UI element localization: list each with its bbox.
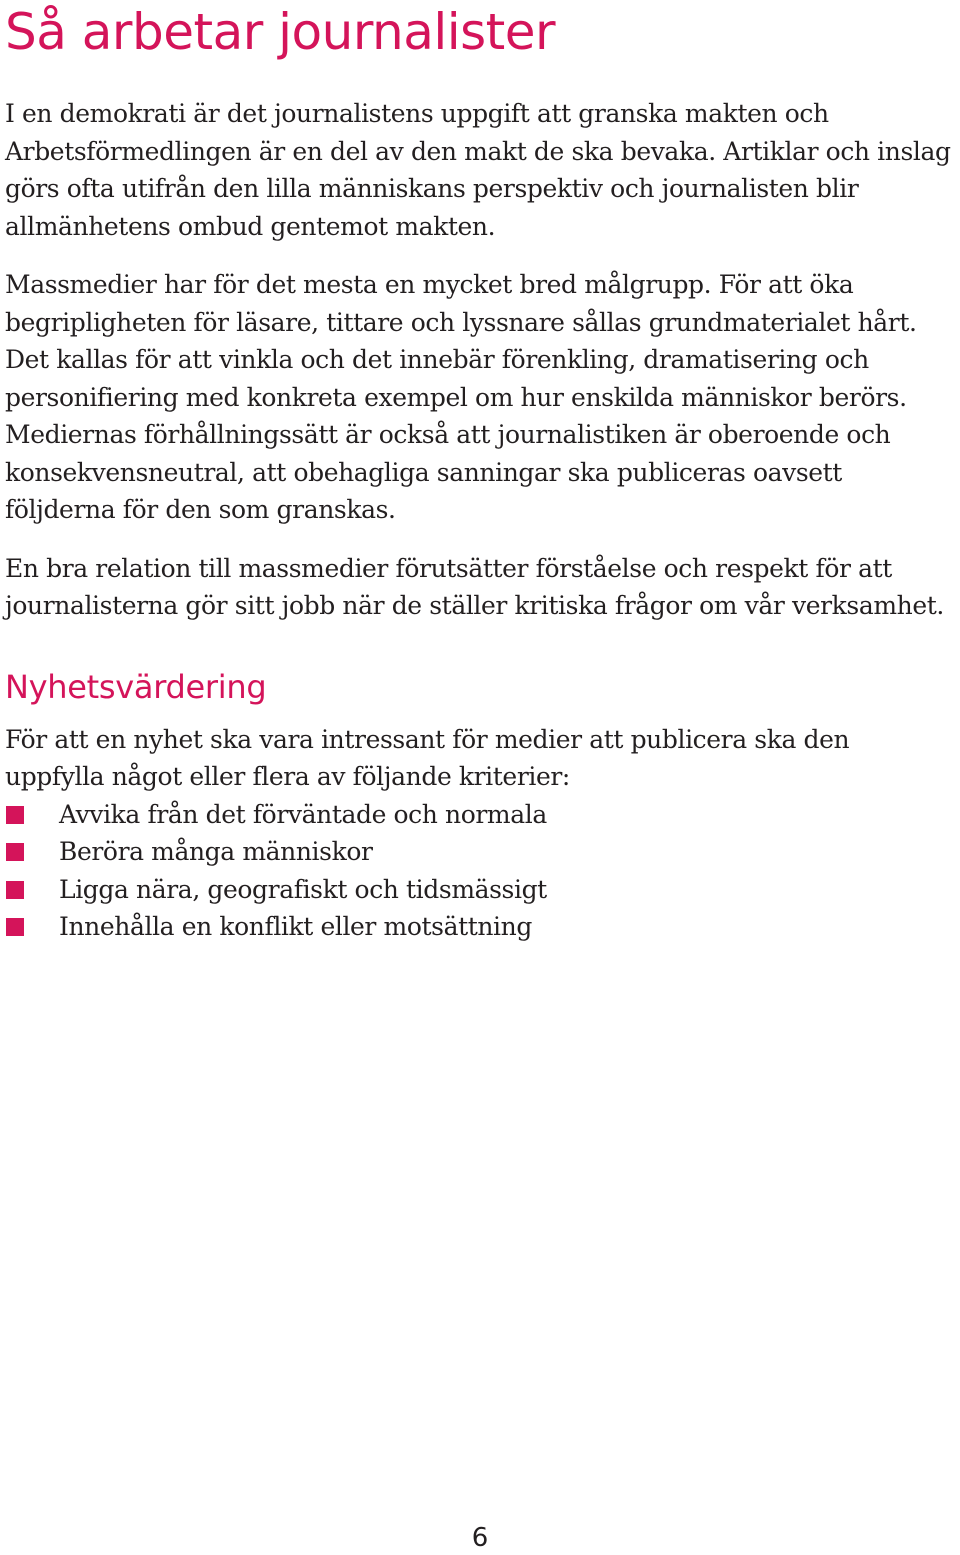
- square-bullet-icon: [6, 806, 24, 824]
- list-item: [5, 796, 955, 834]
- page-number: 6: [471, 1523, 489, 1553]
- square-bullet-icon: [6, 843, 24, 861]
- document-page: [5, 0, 955, 946]
- list-item-text: Ligga nära, geografiskt och tidsmässigt: [59, 874, 547, 904]
- square-bullet-icon: [6, 881, 24, 899]
- list-item-text: Beröra många människor: [59, 837, 373, 866]
- square-bullet-icon: [6, 918, 24, 936]
- list-item: [5, 833, 955, 871]
- list-item: [5, 908, 955, 946]
- section-intro: För att en nyhet ska vara intressant för medier att publicera ska den uppfylla något eller flera av följande kriterier:: [5, 724, 850, 791]
- list-item-text: Avvika från det förväntade och normala: [59, 799, 547, 829]
- list-item: [5, 871, 955, 909]
- paragraph-mass-media: Massmedier har för det mesta en mycket bred målgrupp. För att öka begripligheten för läsare, tittare och lyssnare sållas grundmaterialet hårt. Det kallas för att vinkla och det innebär förenkling, dramatisering och personifiering med konkreta exempel om hur enskilda människor berörs. Mediernas förhållningssätt är också att journalistiken är oberoende och konsekvensneutral, att obehagliga sanningar ska publiceras oavsett följderna för den som granskas.: [5, 270, 917, 524]
- list-item-text: Innehålla en konflikt eller motsättning: [59, 912, 532, 941]
- page-title: Så arbetar journalister: [5, 3, 556, 61]
- paragraph-democracy: I en demokrati är det journalistens uppgift att granska makten och Arbetsförmedlingen är en del av den makt de ska bevaka. Artiklar och inslag görs ofta utifrån den lilla människans perspektiv och journalisten blir allmänhetens ombud gentemot makten.: [5, 99, 951, 241]
- paragraph-relation: En bra relation till massmedier förutsätter förståelse och respekt för att journalisterna gör sitt jobb när de ställer kritiska frågor om vår verksamhet.: [5, 553, 944, 620]
- section-heading: Nyhetsvärdering: [5, 667, 267, 706]
- criteria-list: [5, 796, 955, 946]
